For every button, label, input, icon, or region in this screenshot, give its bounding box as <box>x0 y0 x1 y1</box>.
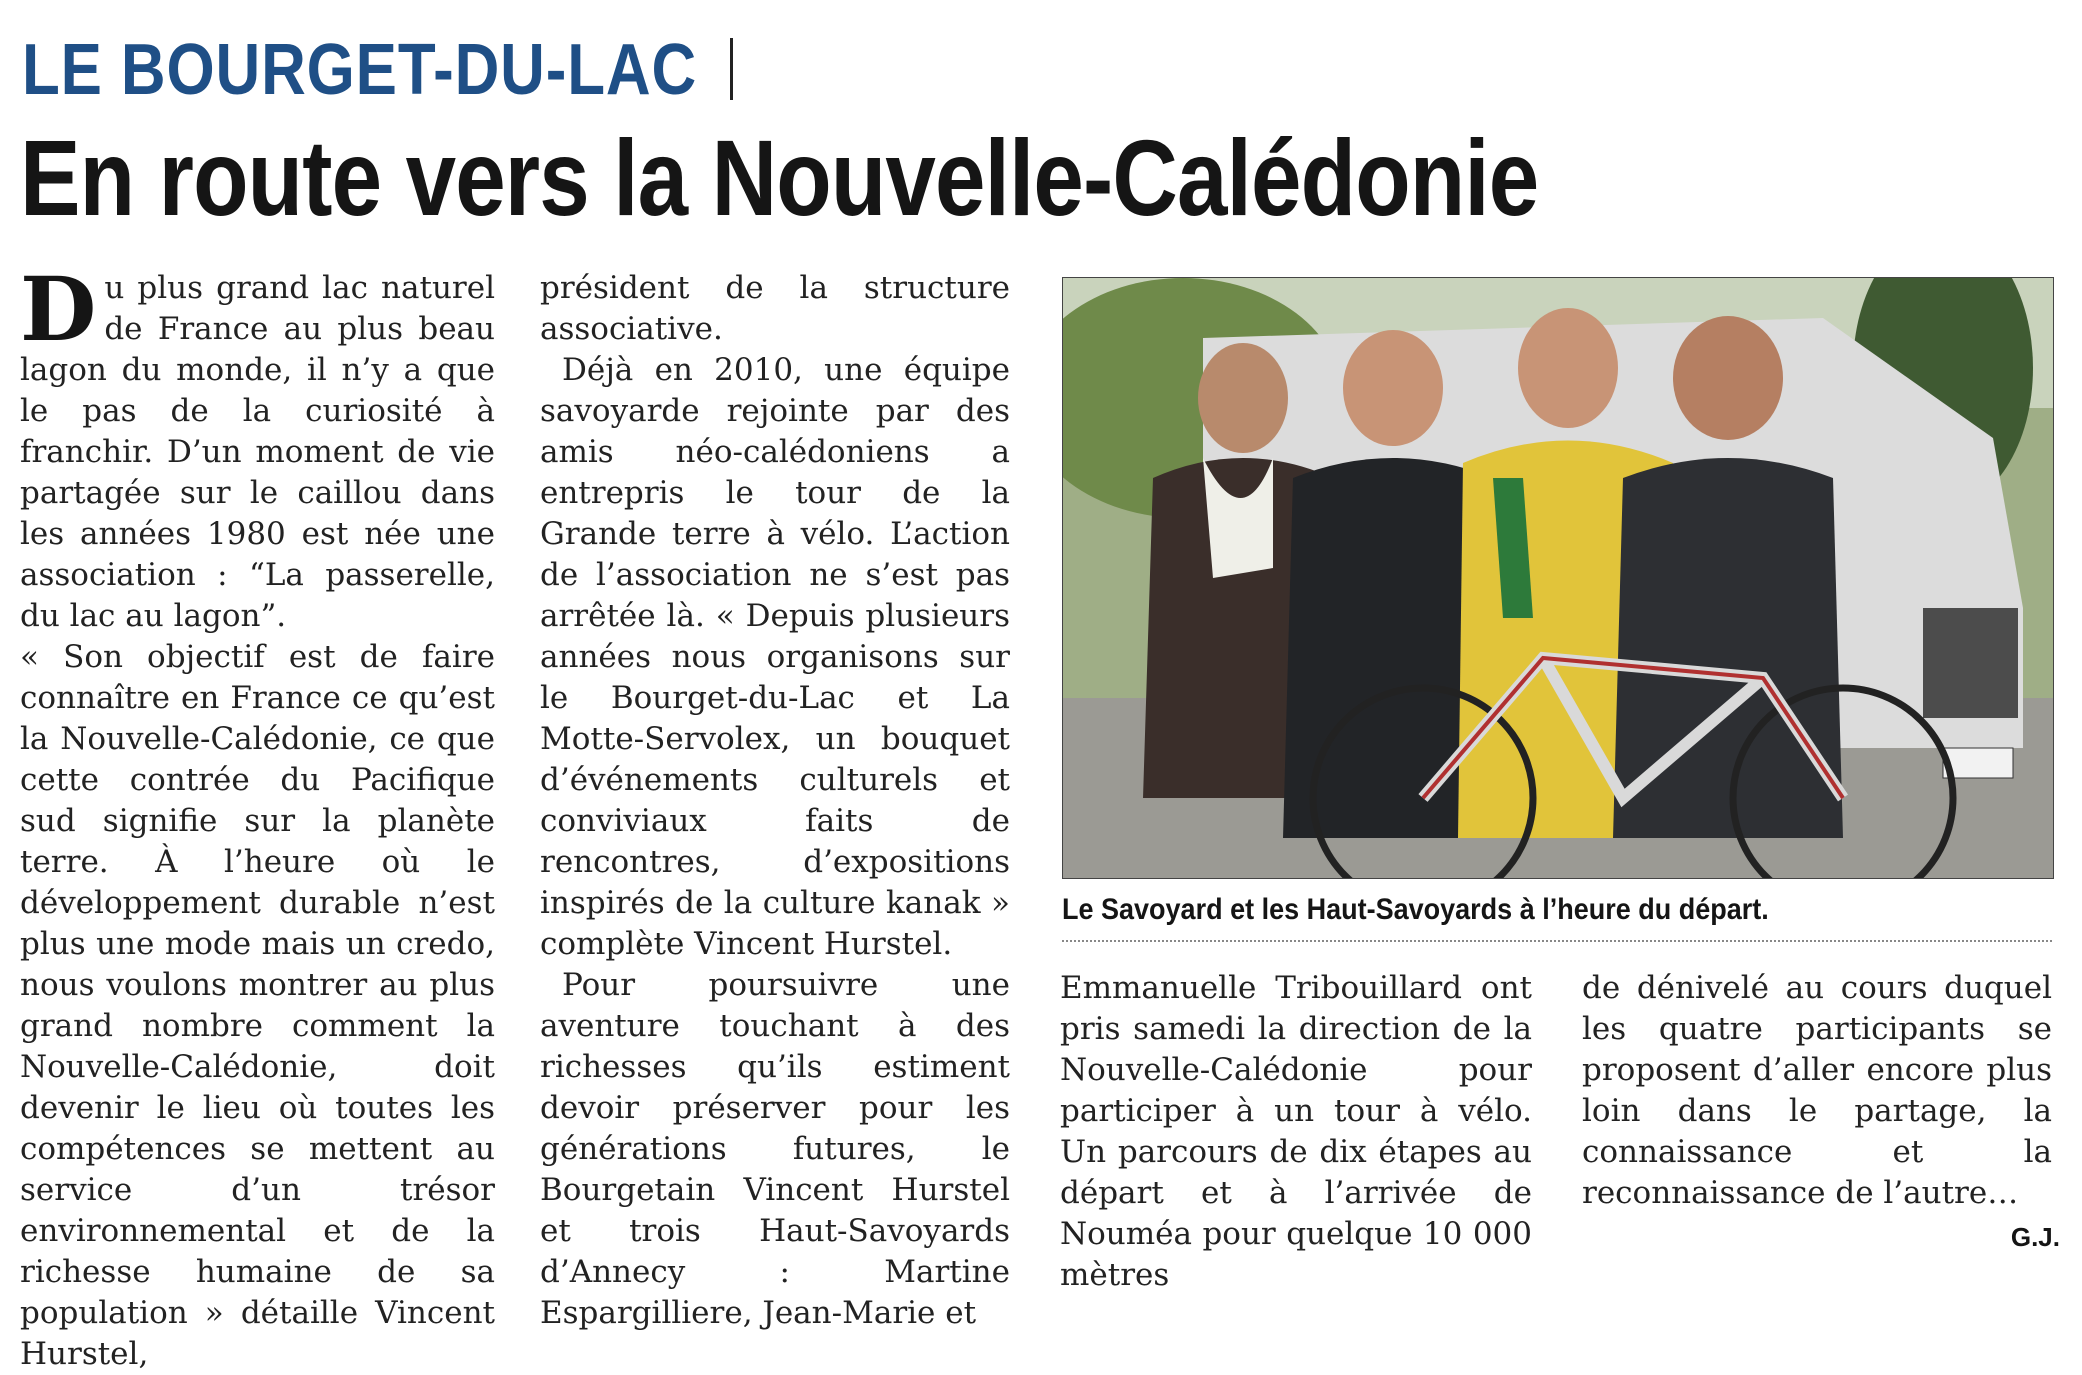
headline: En route vers la Nouvelle-Calédonie <box>20 117 1539 238</box>
article-photo <box>1062 277 2054 879</box>
photo-of-four-cyclists <box>1063 278 2053 878</box>
paragraph: président de la structure associative. <box>540 270 1010 347</box>
paragraph: de dénivelé au cours duquel les quatre participants se proposent d’aller encore plus loin dans le partage, la connaissance et la reconnaissance de l’autre… <box>1582 970 2052 1211</box>
paragraph: Emmanuelle Tribouillard ont pris samedi la direction de la Nouvelle-Calédonie pour participer à un tour à vélo. Un parcours de dix étapes au départ et à l’arrivée de Nouméa pour quelque 10 000 mètres <box>1060 970 1532 1293</box>
paragraph: « Son objectif est de faire connaître en France ce qu’est la Nouvelle-Calédonie, ce que cette contrée du Pacifique sud signifie sur la planète terre. À l’heure où le développement durable n’est plus une mode mais un credo, nous voulons montrer au plus grand nombre comment la Nouvelle-Calédonie, doit devenir le lieu où toutes les compétences se mettent au service d’un trésor environnemental et de la richesse humaine de sa population » détaille Vincent Hurstel, <box>20 639 495 1372</box>
drop-cap: D <box>20 257 97 361</box>
paragraph: Déjà en 2010, une équipe savoyarde rejointe par des amis néo-calédoniens a entrepris le tour de la Grande terre à vélo. L’action de l’association ne s’est pas arrêtée là. « Depuis plusieurs années nous organisons sur le Bourget-du-Lac et La Motte-Servolex, un bouquet d’événements culturels et conviviaux faits de rencontres, d’expositions inspirés de la culture kanak » complète Vincent Hurstel. <box>540 352 1010 962</box>
section-kicker: LE BOURGET-DU-LAC <box>22 30 698 110</box>
article-column-1 <box>20 257 495 1375</box>
kicker-divider <box>730 38 733 100</box>
caption-divider <box>1062 940 2052 942</box>
paragraph: u plus grand lac naturel de France au plus beau lagon du monde, il n’y a que le pas de la curiosité à franchir. D’un moment de vie partagée sur le caillou dans les années 1980 est née une association : “La passerelle, du lac au lagon”. <box>20 270 495 634</box>
paragraph: Pour poursuivre une aventure touchant à des richesses qu’ils estiment devoir préserver pour les générations futures, le Bourgetain Vincent Hurstel et trois Haut-Savoyards d’Annecy : Martine Espargilliere, Jean-Marie et <box>540 967 1010 1331</box>
article-column-3 <box>1060 968 1532 1296</box>
article-column-4 <box>1582 968 2052 1214</box>
photo-caption: Le Savoyard et les Haut-Savoyards à l’heure du départ. <box>1062 893 1769 926</box>
author-signature: G.J. <box>2010 1222 2060 1252</box>
article-column-2 <box>540 268 1010 1334</box>
